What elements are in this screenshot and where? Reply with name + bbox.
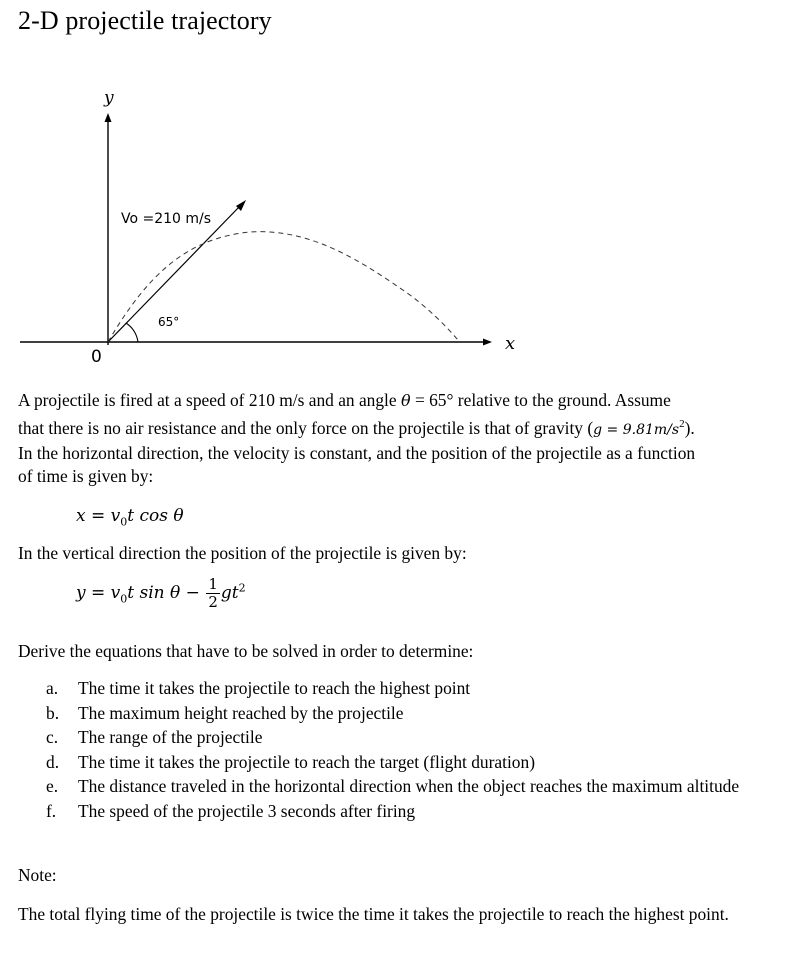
x-axis-arrow: [483, 339, 492, 346]
intro-line-1: A projectile is fired at a speed of 210 m/s and an angle: [18, 390, 401, 410]
item-marker: c.: [46, 727, 59, 747]
equation-y-mid: t sin θ −: [127, 583, 206, 603]
derive-text: Derive the equations that have to be solved in order to determine:: [18, 641, 474, 661]
equation-y-subscript: 0: [120, 592, 128, 606]
intro-line-4: of time is given by:: [18, 466, 154, 487]
vertical-text: In the vertical direction the position of the projectile is given by:: [18, 543, 467, 563]
trajectory-diagram: [0, 80, 560, 380]
list-item: [40, 725, 790, 750]
gravity-exponent: 2: [679, 417, 685, 430]
equation-y-lhs: y = v: [76, 583, 121, 603]
list-item: [40, 774, 790, 799]
item-marker: d.: [46, 751, 60, 772]
list-item: [40, 676, 790, 701]
list-item: [40, 750, 790, 775]
equation-x-subscript: 0: [120, 515, 128, 529]
list-item: [40, 701, 790, 726]
fraction-denominator: 2: [208, 593, 218, 611]
item-marker: a.: [46, 678, 59, 698]
list-item: [40, 799, 790, 824]
item-text: The speed of the projectile 3 seconds after firing: [78, 800, 416, 821]
intro-line-3: In the horizontal direction, the velocity is constant, and the position of the projectile as a function: [18, 442, 696, 463]
theta-symbol: θ: [400, 391, 411, 410]
page-title: 2-D projectile trajectory: [18, 6, 272, 35]
note-text: The total flying time of the projectile is twice the time it takes the projectile to reach the highest point.: [18, 904, 729, 924]
item-marker: f.: [46, 800, 57, 821]
item-text: The maximum height reached by the projectile: [78, 702, 404, 723]
question-list: [40, 676, 790, 823]
equation-y-exponent: 2: [238, 581, 246, 595]
item-marker: b.: [46, 702, 60, 723]
item-marker: e.: [46, 776, 59, 796]
gravity-value: g = 9.81m/s: [593, 421, 680, 438]
intro-line-2: that there is no air resistance and the only force on the projectile is that of gravity (: [18, 417, 594, 438]
equation-y-tail: gt: [220, 583, 239, 603]
item-text: The range of the projectile: [78, 727, 263, 747]
equation-x-lhs: x = v: [76, 506, 121, 526]
equation-x-rest: t cos θ: [127, 506, 184, 526]
origin-label: 0: [91, 347, 102, 367]
intro-paragraph: [18, 389, 798, 489]
item-text: The time it takes the projectile to reach the target (flight duration): [78, 751, 535, 772]
equation-x: [76, 506, 184, 528]
x-axis-label: x: [505, 333, 516, 354]
item-text: The distance traveled in the horizontal direction when the object reaches the maximum altitude: [78, 776, 740, 796]
intro-line-2-end: ).: [684, 417, 695, 438]
angle-arc: [126, 323, 138, 342]
intro-line-1-end: = 65° relative to the ground. Assume: [410, 390, 671, 410]
velocity-label: Vo =210 m/s: [121, 211, 212, 227]
note-label: Note:: [18, 865, 57, 885]
y-axis-label: y: [104, 88, 114, 108]
item-text: The time it takes the projectile to reach the highest point: [78, 678, 471, 698]
one-half-fraction: [206, 576, 220, 611]
angle-label: 65°: [158, 315, 180, 329]
y-axis-arrow: [105, 113, 112, 122]
equation-y: [76, 576, 246, 611]
fraction-numerator: 1: [208, 575, 218, 593]
